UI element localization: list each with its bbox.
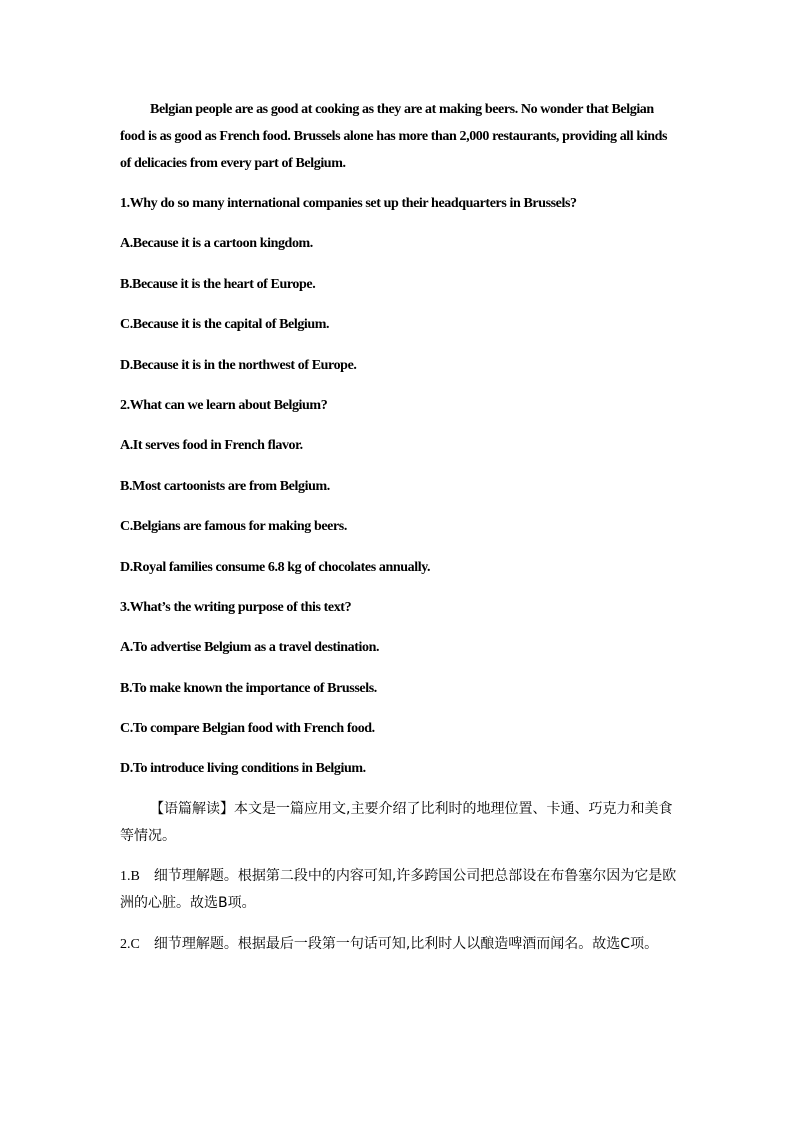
answer-2-text: 细节理解题。根据最后一段第一句话可知,比利时人以酿造啤酒而闻名。故选C项。 [153,936,659,952]
analysis-summary: 【语篇解读】本文是一篇应用文,主要介绍了比利时的地理位置、卡通、巧克力和美食等情况。 [120,801,673,844]
question-1-option-b: B.Because it is the heart of Europe. [120,277,316,292]
question-3-stem: 3.What’s the writing purpose of this text? [120,600,352,615]
question-3-option-b: B.To make known the importance of Brussels. [120,681,377,696]
question-2-stem: 2.What can we learn about Belgium? [120,398,328,413]
question-2-option-a: A.It serves food in French flavor. [120,438,303,453]
question-3-option-c: C.To compare Belgian food with French food. [120,721,375,736]
question-1-option-c: C.Because it is the capital of Belgium. [120,317,330,332]
question-2-option-c: C.Belgians are famous for making beers. [120,519,347,534]
question-1-stem: 1.Why do so many international companies set up their headquarters in Brussels? [120,196,577,211]
answer-2 [120,931,680,958]
question-3-option-a: A.To advertise Belgium as a travel destination. [120,640,380,655]
question-2-option-b: B.Most cartoonists are from Belgium. [120,479,330,494]
passage-paragraph: Belgian people are as good at cooking as they are at making beers. No wonder that Belgian food is as good as French food. Brussels alone has more than 2,000 restaurants, providing all kinds of delicacies from every part of Belgium. [120,102,668,171]
question-2-option-d: D.Royal families consume 6.8 kg of chocolates annually. [120,560,431,575]
question-1-option-a: A.Because it is a cartoon kingdom. [120,236,313,251]
question-3-option-d: D.To introduce living conditions in Belgium. [120,761,366,776]
answer-1 [120,863,680,917]
answer-2-number: 2.C [120,937,140,952]
question-1-option-d: D.Because it is in the northwest of Europe. [120,358,357,373]
answer-1-number: 1.B [120,869,140,884]
answer-1-text: 细节理解题。根据第二段中的内容可知,许多跨国公司把总部设在布鲁塞尔因为它是欧洲的心脏。故选B项。 [120,868,677,911]
